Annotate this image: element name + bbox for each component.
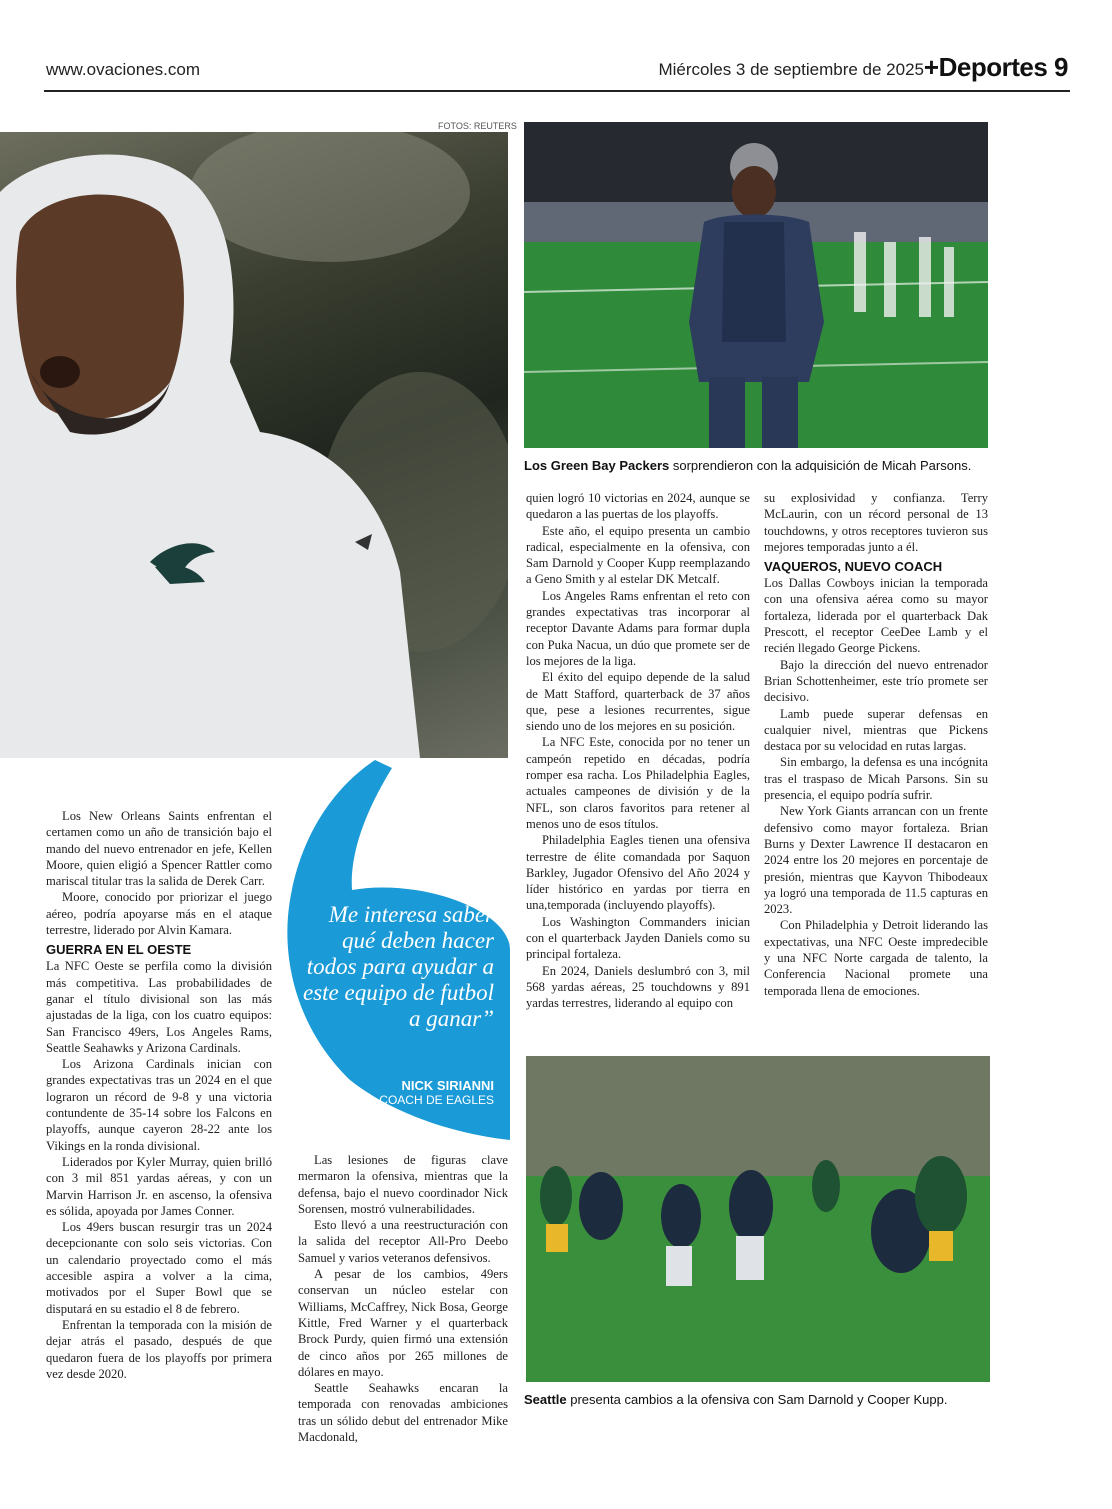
pull-quote-text: Me interesa saber qué deben hacer todos para ayudar a este equipo de futbol a ganar” [303,902,494,1031]
caption-rest: sorprendieron con la adquisición de Micah Parsons. [669,458,972,473]
photo-credit: FOTOS: REUTERS [438,121,517,131]
section-page-label: +Deportes 9 [923,52,1068,82]
paragraph: A pesar de los cambios, 49ers conservan un núcleo estelar con Williams, McCaffrey, Nick Bosa, George Kittle, Fred Warner y el quarterback Brock Purdy, quien firmó una extensión de cinco años por 265 millones de dólares en mayo. [298,1267,508,1379]
packers-player-illustration [524,122,988,448]
paragraph: quien logró 10 victorias en 2024, aunque se quedaron a las puertas de los playoffs. [526,491,750,522]
caption-rest: presenta cambios a la ofensiva con Sam Darnold y Cooper Kupp. [566,1392,948,1407]
caption-bold: Los Green Bay Packers [524,458,670,473]
paragraph: Bajo la dirección del nuevo entrenador Brian Schottenheimer, este trío promete ser decisivo. [764,657,988,705]
paragraph: su explosividad y confianza. Terry McLaurin, con un récord personal de 13 touchdowns, y otros receptores tuvieron sus mejores temporadas junto a él. [764,491,988,554]
paragraph: El éxito del equipo depende de la salud de Matt Stafford, quarterback de 37 años que, pese a lesiones recurrentes, sigue siendo uno de los mejores en su posición. [526,670,750,734]
caption-bold: Seattle [524,1392,567,1407]
paragraph: Los Arizona Cardinals inician con grandes expectativas tras un 2024 en el que lograron un récord de 9-8 y una victoria contundente de 35-14 sobre los Falcons en playoffs, aunque cayeron 28-22 ante los Vikings en la ronda divisional. [46,1057,272,1153]
paragraph: Seattle Seahawks encaran la temporada con renovadas ambiciones tras un sólido debut del entrenador Mike Macdonald, [298,1381,508,1445]
subheading: GUERRA EN EL OESTE [46,942,192,958]
paragraph: Los 49ers buscan resurgir tras un 2024 decepcionante con solo seis victorias. Con un calendario proyectado como el más accesible aspira a volver a la cima, motivados por el Super Bowl que se disputará en su estadio el 8 de febrero. [46,1220,272,1316]
article-column-2 [298,1152,508,1445]
article-column-1 [46,808,272,1382]
paragraph: Enfrentan la temporada con la misión de dejar atrás el pasado, después de que quedaron fuera de los playoffs por primera vez desde 2020. [46,1317,272,1381]
paragraph: En 2024, Daniels deslumbró con 3, mil 568 yardas aéreas, 25 touchdowns y 891 yardas terrestres, liderando al equipo con [526,963,750,1011]
paragraph: Sin embargo, la defensa es una incógnita tras el traspaso de Micah Parsons. Sin su presencia, el equipo podría sufrir. [764,755,988,803]
paragraph: La NFC Este, conocida por no tener un campeón repetido en décadas, podría romper esa racha. Los Philadelphia Eagles, actuales campeones de división y de la NFL, son claros favoritos para retener al menos uno de esos títulos. [526,735,750,831]
quote-author: NICK SIRIANNI [401,1078,494,1093]
paragraph: Lamb puede superar defensas en cualquier nivel, mientras que Pickens destaca por su velocidad en rutas largas. [764,706,988,754]
packers-photo [524,122,988,448]
issue-date: Miércoles 3 de septiembre de 2025 [658,60,924,79]
quote-author-role: COACH DE EAGLES [379,1093,494,1107]
paragraph: La NFC Oeste se perfila como la división más competitiva. Las probabilidades de ganar el título divisional son las más ajustadas de la liga, con los cuatro equipos: San Francisco 49ers, Los Angeles Rams, Seattle Seahawks y Arizona Cardinals. [46,959,272,1055]
paragraph: Con Philadelphia y Detroit liderando las expectativas, una NFC Oeste impredecible y una NFC Norte cargada de talento, la Conferencia Nacional promete una temporada llena de emociones. [764,918,988,998]
paragraph: Esto llevó a una reestructuración con la salida del receptor All-Pro Deebo Samuel y varios veteranos defensivos. [298,1218,508,1265]
article-column-3 [526,490,750,1012]
paragraph: Los New Orleans Saints enfrentan el certamen como un año de transición bajo el mando del nuevo entrenador en jefe, Kellen Moore, quien eligió a Spencer Rattler como mariscal titular tras la salida de Derek Carr. [46,809,272,889]
paragraph: Moore, conocido por priorizar el juego aéreo, podría apoyarse más en el ataque terrestre, liderado por Alvin Kamara. [46,890,272,938]
paragraph: Liderados por Kyler Murray, quien brilló con 3 mil 851 yardas aéreas, y con un Marvin Harrison Jr. en ascenso, la ofensiva es sólida, apoyada por James Conner. [46,1154,272,1218]
player-hoodie-illustration [0,132,508,758]
paragraph: Las lesiones de figuras clave mermaron la ofensiva, mientras que la defensa, bajo el nuevo coordinador Nick Sorensen, mostró vulnerabilidades. [298,1153,508,1216]
paragraph: Los Washington Commanders inician con el quarterback Jayden Daniels como su principal fortaleza. [526,914,750,962]
seattle-caption [524,1392,947,1407]
header-divider [44,90,1070,92]
subheading: VAQUEROS, NUEVO COACH [764,559,943,575]
paragraph: New York Giants arrancan con un frente defensivo como mayor fortaleza. Brian Burns y Dexter Lawrence II destacaron en 2024 entre los 20 mejores en porcentaje de presión, mientras que Kayvon Thibodeaux ya logró una temporada de 11.5 capturas en 2023. [764,804,988,917]
paragraph: Los Angeles Rams enfrentan el reto con grandes expectativas tras incorporar al receptor Davante Adams para formar dupla con Puka Nacua, un dúo que promete ser de los mejores de la liga. [526,588,750,668]
seattle-game-illustration [526,1056,990,1382]
site-url: www.ovaciones.com [46,60,201,79]
main-photo-player-hoodie [0,132,508,758]
packers-caption [524,458,971,473]
seattle-photo [526,1056,990,1382]
paragraph: Los Dallas Cowboys inician la temporada con una ofensiva aérea como su mayor fortaleza, liderada por el quarterback Dak Prescott, el receptor CeeDee Lamb y el recién llegado George Pickens. [764,576,988,656]
article-column-4 [764,490,988,999]
paragraph: Este año, el equipo presenta un cambio radical, especialmente en la ofensiva, con Sam Darnold y Cooper Kupp reemplazando a Geno Smith y al estelar DK Metcalf. [526,523,750,587]
paragraph: Philadelphia Eagles tienen una ofensiva terrestre de élite comandada por Saquon Barkley, Jugador Ofensivo del Año 2024 y líder histórico en yardas por tierra en una,temporada (incluyendo playoffs). [526,833,750,913]
